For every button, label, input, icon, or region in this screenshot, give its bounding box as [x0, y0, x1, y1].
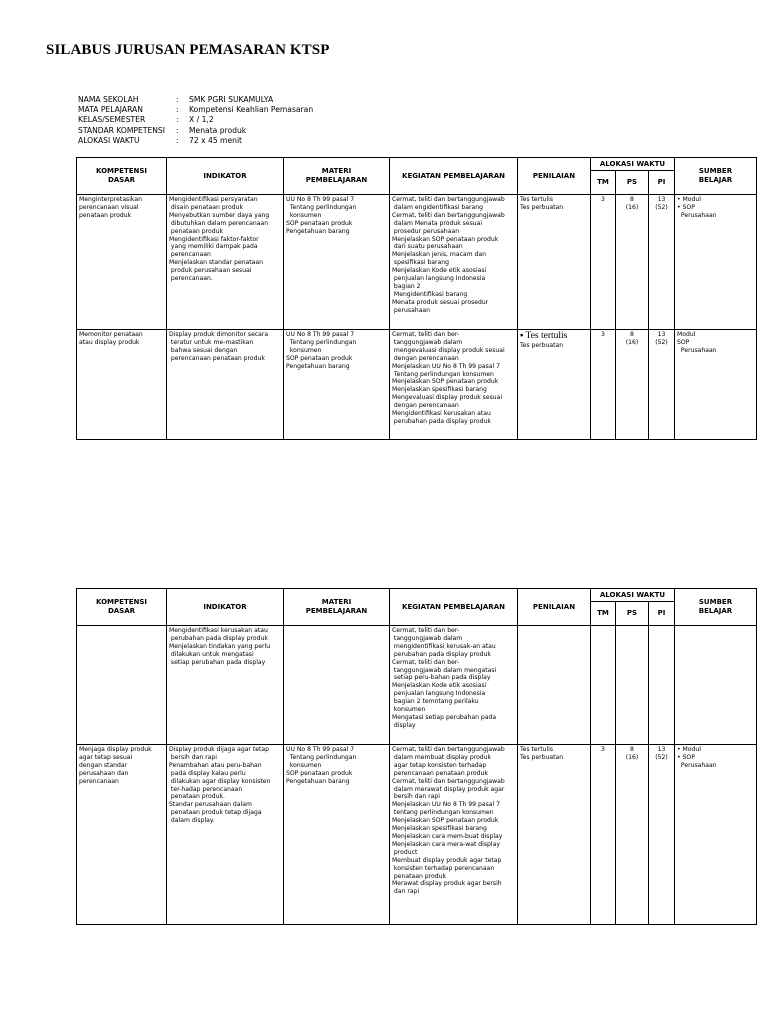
materi-cell	[284, 330, 390, 440]
ps-line: 8	[630, 746, 634, 753]
penilaian-line: Tes tertulis	[520, 196, 554, 203]
kegiatan-line: konsumen	[392, 706, 426, 714]
kompetensi-dasar-cell	[77, 745, 167, 925]
materi-line: SOP penataan produk	[286, 354, 353, 362]
indikator-line: Mengidentifikasi persyaratan	[169, 196, 258, 203]
info-row	[78, 105, 313, 115]
table-row	[77, 195, 757, 330]
kegiatan-line: dalam Menata produk sesuai	[392, 219, 483, 227]
kegiatan-line: Menata produk sesuai prosedur	[392, 298, 489, 306]
info-value: 72 x 45 menit	[189, 135, 243, 145]
kegiatan-line: perubahan pada display produk	[392, 417, 491, 425]
tm-cell: 3	[591, 330, 616, 440]
penilaian-line: Tes tertulis	[520, 746, 554, 753]
table-row	[77, 745, 757, 925]
indikator-line: Menjelaskan tindakan yang perlu	[169, 642, 271, 650]
kegiatan-line: Menjelaskan Kode etik asosiasi	[392, 267, 487, 275]
info-key: STANDAR KOMPETENSI	[78, 125, 165, 135]
kegiatan-line: Membuat display produk agar tetap	[392, 856, 502, 864]
header-indikator: INDIKATOR	[167, 158, 284, 195]
materi-line: konsumen	[286, 211, 322, 219]
kegiatan-line: dalam merawat display produk agar	[392, 785, 505, 793]
kegiatan-line: Cermat, teliti dan bertanggungjawab	[392, 211, 505, 219]
kegiatan-line: dengan perencanaan	[392, 354, 459, 362]
indikator-line: perubahan pada display produk	[169, 634, 268, 642]
header-tm: TM	[591, 171, 616, 195]
kd-line: Memonitor penataan	[79, 331, 143, 338]
kd-line: perencanaan	[79, 777, 119, 785]
pi-line: (52)	[655, 203, 668, 211]
kegiatan-line: tanggungjawab dalam	[392, 338, 463, 346]
indikator-line: dilakukan untuk mengatasi	[169, 650, 254, 658]
tm-cell: 3	[591, 745, 616, 925]
kegiatan-line: display	[392, 721, 416, 729]
header-pi: PI	[649, 602, 675, 626]
kd-line: Menjaga display produk	[79, 746, 152, 753]
kegiatan-line: Cermat, teliti dan ber-	[392, 658, 460, 666]
kegiatan-line: Cermat, teliti dan bertanggungjawab	[392, 777, 505, 785]
document-title: SILABUS JURUSAN PEMASARAN KTSP	[46, 42, 330, 58]
indikator-line: dilakukan agar display konsisten	[169, 777, 271, 785]
sumber-line: Perusahaan	[677, 211, 717, 219]
header-sumber-belajar: SUMBER BELAJAR	[675, 589, 757, 626]
kegiatan-line: penataan produk	[392, 872, 447, 880]
indikator-cell	[167, 330, 284, 440]
info-value: SMK PGRI SUKAMULYA	[189, 95, 274, 104]
header-tm: TM	[591, 602, 616, 626]
ps-line: (16)	[625, 338, 639, 346]
kegiatan-line: prosedur perusahaan	[392, 227, 460, 235]
pi-cell	[649, 330, 675, 440]
indikator-line: produk perusahaan sesuai	[169, 267, 252, 275]
info-row	[78, 115, 313, 125]
kegiatan-cell	[390, 626, 518, 745]
indikator-line: penataan produk.	[169, 793, 225, 801]
kegiatan-line: Menjelaskan SOP penataan produk	[392, 817, 499, 825]
penilaian-cell	[518, 626, 591, 745]
kegiatan-line: Merawat display produk agar bersih	[392, 880, 502, 888]
kegiatan-line: dari suatu perusahaan	[392, 243, 463, 251]
indikator-line: teratur untuk me-mastikan	[169, 338, 254, 346]
info-separator: :	[176, 95, 179, 104]
kegiatan-line: Cermat, teliti dan bertanggungjawab	[392, 746, 505, 753]
kegiatan-line: Tentang perlindungan konsumen	[392, 370, 494, 378]
kd-line: perusahaan dan	[79, 769, 129, 777]
kd-line: atau display produk	[79, 338, 140, 346]
sumber-belajar-cell	[675, 195, 757, 330]
indikator-line: setiap perubahan pada display	[169, 658, 266, 666]
materi-line: Pengetahuan barang	[286, 362, 350, 370]
sumber-line: SOP	[677, 338, 690, 346]
kegiatan-line: Mengatasi setiap perubahan pada	[392, 713, 497, 721]
ps-cell	[616, 745, 649, 925]
info-row	[78, 95, 313, 105]
indikator-line: Display produk dimonitor secara	[169, 331, 269, 338]
header-ps: PS	[616, 602, 649, 626]
penilaian-cell	[518, 195, 591, 330]
kegiatan-line: tanggungjawab dalam	[392, 634, 463, 642]
kd-line: penataan produk	[79, 211, 132, 219]
info-key: MATA PELAJARAN	[78, 105, 143, 115]
materi-line: Tentang perlindungan	[286, 753, 357, 761]
info-key: ALOKASI WAKTU	[78, 135, 140, 145]
pi-line: (52)	[655, 753, 668, 761]
pi-cell	[649, 745, 675, 925]
pi-line: 13	[657, 196, 666, 203]
info-separator: :	[176, 135, 179, 145]
indikator-line: dalam display.	[169, 817, 215, 825]
indikator-cell	[167, 195, 284, 330]
kegiatan-line: Mengidentifikasi barang	[392, 290, 468, 298]
kegiatan-line: Menjelaskan UU No 8 Th 99 pasal 7	[392, 362, 500, 370]
kd-line: dengan standar	[79, 761, 128, 769]
header-info	[78, 95, 313, 146]
ps-line: (16)	[625, 753, 639, 761]
header-kompetensi-dasar: KOMPETENSI DASAR	[77, 589, 167, 626]
pi-line: 13	[657, 331, 666, 338]
indikator-line: bahwa sesuai dengan	[169, 346, 238, 354]
indikator-cell	[167, 745, 284, 925]
indikator-line: yang memiliki dampak pada	[169, 243, 258, 251]
materi-line: SOP penataan produk	[286, 219, 353, 227]
indikator-line: Menjelaskan standar penataan	[169, 259, 264, 267]
kegiatan-line: dalam engidentifikasi barang	[392, 203, 483, 211]
materi-line: UU No 8 Th 99 pasal 7	[286, 746, 355, 753]
sumber-belajar-cell	[675, 626, 757, 745]
materi-line: konsumen	[286, 761, 322, 769]
materi-line: UU No 8 Th 99 pasal 7	[286, 196, 355, 203]
tm-cell: 3	[591, 195, 616, 330]
indikator-line: pada display kalau perlu	[169, 769, 246, 777]
indikator-line: Display produk dijaga agar tetap	[169, 746, 269, 753]
sumber-line: Perusahaan	[677, 346, 717, 354]
info-row	[78, 136, 313, 146]
kegiatan-line: Menjelaskan Kode etik asosiasi	[392, 682, 487, 690]
materi-line: SOP penataan produk	[286, 769, 353, 777]
indikator-line: ter-hadap perencanaan	[169, 785, 243, 793]
kegiatan-cell	[390, 195, 518, 330]
kegiatan-line: tanggungjawab dalam mengatasi	[392, 666, 497, 674]
indikator-line: Penambahan atau peru-bahan	[169, 761, 262, 769]
kegiatan-line: penjualan langsung Indonesia	[392, 690, 486, 698]
info-row	[78, 126, 313, 136]
kegiatan-line: Menjelaskan spesifikasi barang	[392, 386, 487, 394]
kegiatan-line: product	[392, 848, 418, 856]
kegiatan-line: tentang perlindungan konsumen	[392, 809, 494, 817]
pi-cell	[649, 626, 675, 745]
kegiatan-line: mengevaluasi display produk sesuai	[392, 346, 505, 354]
materi-line: UU No 8 Th 99 pasal 7	[286, 331, 355, 338]
materi-cell	[284, 745, 390, 925]
indikator-line: bersih dan rapi	[169, 753, 217, 761]
info-separator: :	[176, 115, 179, 125]
info-separator: :	[176, 125, 179, 135]
sumber-line: • SOP	[677, 753, 695, 761]
kegiatan-line: dengan perencanaan	[392, 402, 459, 410]
kegiatan-line: Mengevaluasi display produk sesuai	[392, 394, 503, 402]
kegiatan-line: perubahan pada display produk	[392, 650, 491, 658]
header-materi: MATERI PEMBELAJARAN	[284, 589, 390, 626]
ps-cell	[616, 626, 649, 745]
sumber-line: • Modul	[677, 746, 701, 753]
kegiatan-line: Cermat, teliti dan ber-	[392, 627, 460, 634]
kd-line: perencanaan visual	[79, 203, 139, 211]
indikator-line: Mengidentifikasi kerusakan atau	[169, 627, 268, 634]
kegiatan-line: setiap peru-bahan pada display	[392, 674, 491, 682]
ps-line: 8	[630, 196, 634, 203]
kegiatan-line: Menjelaskan cara mera-wat display	[392, 840, 500, 848]
indikator-line: perencanaan penataan produk	[169, 354, 265, 362]
kegiatan-cell	[390, 745, 518, 925]
info-value: Kompetensi Keahlian Pemasaran	[189, 105, 314, 115]
indikator-line: Menyebutkan sumber daya yang	[169, 211, 270, 219]
pi-line: (52)	[655, 338, 668, 346]
header-pi: PI	[649, 171, 675, 195]
syllabus-table-2	[76, 588, 757, 925]
kegiatan-line: konsisten terhadap perencanaan	[392, 864, 495, 872]
kd-line: Menginterpretasikan	[79, 196, 142, 203]
info-separator: :	[176, 105, 179, 115]
indikator-line: Mengidentifikasi faktor-faktor	[169, 235, 259, 243]
kegiatan-line: Menjelaskan jenis, macam dan	[392, 251, 487, 259]
sumber-line: • Modul	[677, 196, 701, 203]
kegiatan-line: Menjelaskan cara mem-buat display	[392, 832, 503, 840]
header-alokasi-waktu: ALOKASI WAKTU	[591, 589, 675, 602]
penilaian-line: Tes perbuatan	[520, 203, 564, 211]
syllabus-table-1	[76, 157, 757, 440]
header-materi: MATERI PEMBELAJARAN	[284, 158, 390, 195]
tm-cell	[591, 626, 616, 745]
indikator-line: perencanaan	[169, 251, 211, 259]
kegiatan-line: Menjelaskan spesifikasi barang	[392, 825, 487, 833]
materi-cell	[284, 195, 390, 330]
ps-line: 8	[630, 331, 634, 338]
indikator-line: perencanaan.	[169, 275, 213, 283]
header-kegiatan: KEGIATAN PEMBELAJARAN	[390, 589, 518, 626]
kegiatan-line: agar tetap konsisten terhadap	[392, 761, 487, 769]
kegiatan-line: Menjelaskan SOP penataan produk	[392, 378, 499, 386]
kegiatan-line: perusahaan	[392, 306, 431, 314]
kegiatan-line: dalam membuat display produk	[392, 753, 492, 761]
indikator-line: disain penataan produk	[169, 203, 243, 211]
kegiatan-line: penjualan langsung Indonesia	[392, 275, 486, 283]
info-value: X / 1,2	[189, 115, 214, 125]
penilaian-line: Tes perbuatan	[520, 342, 564, 349]
header-ps: PS	[616, 171, 649, 195]
indikator-line: penataan produk tetap dijaga	[169, 809, 262, 817]
penilaian-line: ▪ Tes tertulis	[520, 331, 568, 341]
header-alokasi-waktu: ALOKASI WAKTU	[591, 158, 675, 171]
indikator-line: penataan produk	[169, 227, 224, 235]
header-penilaian: PENILAIAN	[518, 158, 591, 195]
indikator-cell	[167, 626, 284, 745]
indikator-line: dibutuhkan dalam perencanaan	[169, 219, 269, 227]
sumber-belajar-cell	[675, 330, 757, 440]
sumber-line: Perusahaan	[677, 761, 717, 769]
kegiatan-line: mengidentifikasi kerusak-an atau	[392, 642, 496, 650]
materi-cell	[284, 626, 390, 745]
pi-cell	[649, 195, 675, 330]
kegiatan-line: Cermat, teliti dan ber-	[392, 331, 460, 338]
table-row	[77, 626, 757, 745]
kegiatan-line: Cermat, teliti dan bertanggungjawab	[392, 196, 505, 203]
header-penilaian: PENILAIAN	[518, 589, 591, 626]
header-kegiatan: KEGIATAN PEMBELAJARAN	[390, 158, 518, 195]
kegiatan-cell	[390, 330, 518, 440]
kegiatan-line: Menjelaskan SOP penataan produk	[392, 235, 499, 243]
kegiatan-line: spesifikasi barang	[392, 259, 449, 267]
kd-line: agar tetap sesuai	[79, 753, 133, 761]
materi-line: konsumen	[286, 346, 322, 354]
pi-line: 13	[657, 746, 666, 753]
kompetensi-dasar-cell	[77, 330, 167, 440]
kegiatan-line: bagian 2	[392, 282, 421, 290]
sumber-belajar-cell	[675, 745, 757, 925]
ps-line: (16)	[625, 203, 639, 211]
materi-line: Tentang perlindungan	[286, 203, 357, 211]
kegiatan-line: Menjelaskan UU No 8 Th 99 pasal 7	[392, 801, 500, 809]
penilaian-line: Tes perbuatan	[520, 753, 564, 761]
info-value: Menata produk	[189, 125, 247, 135]
sumber-line: • SOP	[677, 203, 695, 211]
info-key: KELAS/SEMESTER	[78, 115, 146, 125]
kegiatan-line: bagian 2 temntang perilaku	[392, 698, 479, 706]
kompetensi-dasar-cell	[77, 626, 167, 745]
kegiatan-line: Mengidentifikasi kerusakan atau	[392, 410, 491, 418]
ps-cell	[616, 330, 649, 440]
kompetensi-dasar-cell	[77, 195, 167, 330]
header-kompetensi-dasar: KOMPETENSI DASAR	[77, 158, 167, 195]
info-key: NAMA SEKOLAH	[78, 95, 139, 104]
header-indikator: INDIKATOR	[167, 589, 284, 626]
sumber-line: Modul	[677, 331, 696, 338]
indikator-line: Standar perusahaan dalam	[169, 801, 252, 809]
penilaian-cell	[518, 745, 591, 925]
penilaian-cell	[518, 330, 591, 440]
ps-cell	[616, 195, 649, 330]
materi-line: Pengetahuan barang	[286, 227, 350, 235]
kegiatan-line: bersih dan rapi	[392, 793, 440, 801]
kegiatan-line: perencanaan penataan produk	[392, 769, 488, 777]
kegiatan-line: dan rapi	[392, 888, 420, 896]
materi-line: Pengetahuan barang	[286, 777, 350, 785]
header-sumber-belajar: SUMBER BELAJAR	[675, 158, 757, 195]
table-row	[77, 330, 757, 440]
materi-line: Tentang perlindungan	[286, 338, 357, 346]
